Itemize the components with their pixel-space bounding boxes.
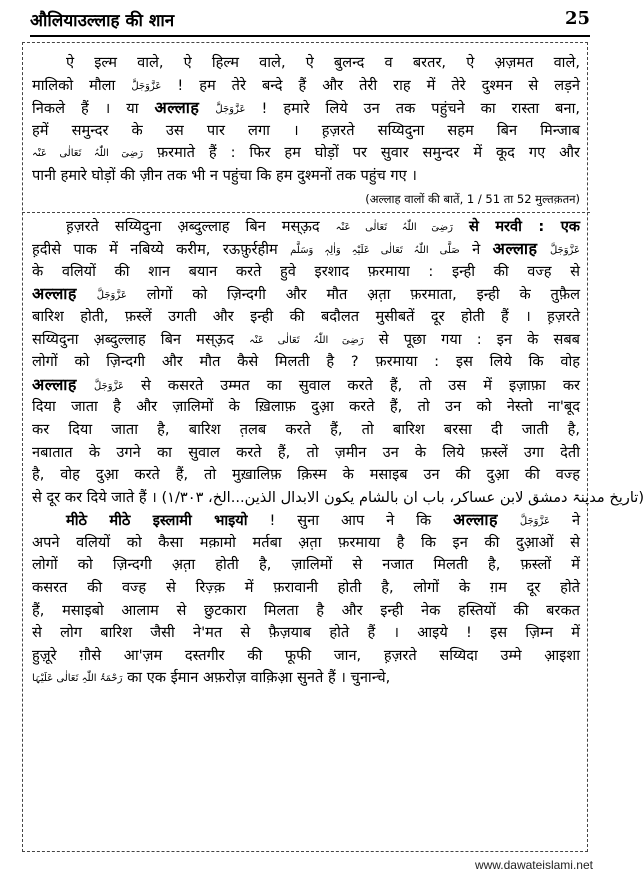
honorific: عَزَّوَجَلَّ [215,104,246,116]
text-line: अल्लाह عَزَّوَجَلَّ से कसरते उम्मत का सुवाल करते हैं, तो उस में इज़ाफ़ा कर [32,374,581,394]
honorific: عَزَّوَجَلَّ [549,245,581,257]
text-line: निकले हैं । या अल्लाह عَزَّوَجَلَّ ! हमारे लिये उन तक पहुंचने का रास्ता बना, [32,98,581,118]
text-line: से लोग बारिश जैसी ने'मत से फ़ैज़याब होते हैं । आइये ! इस ज़िम्न में [32,624,580,642]
page-number: 25 [564,8,590,29]
honorific: رَحْمَۃُ اللّٰہِ تَعَالٰی عَلَیْہَا [32,673,123,685]
text-line: नबातात के उगने का सुवाल करते हैं, तो ज़मीन उन के लिये फ़स्लें उगा देती [32,443,580,461]
citation: (अल्लाह वालों की बातें, 1 / 51 ता 52 मुल्तक़तन) [365,191,580,206]
text-line: बारिश होती, फ़स्लें उगती और इन्ही की बदौलत मुसीबतें दूर होती हैं । ह़ज़रते [32,307,580,325]
honorific: عَزَّوَجَلَّ [519,516,550,528]
text-line: है, वोह दुआ़ करते हैं, तो मुख़ालिफ़ क़िस्म के मसाइब उन की दुआ़ की वज्ह [32,466,580,484]
honorific: عَزَّوَجَلَّ [96,290,127,302]
honorific: عَزَّوَجَلَّ [131,80,162,92]
honorific: صَلَّی اللّٰہُ تَعَالٰی عَلَیْہِ وَاٰلِہٖ وَسَلَّم [290,245,460,257]
honorific: عَزَّوَجَلَّ [93,380,125,392]
running-title: औलियाउल्लाह की शान [30,11,175,31]
text-line: हुज़ूरे ग़ौसे आ'ज़म दस्तगीर की फूफी जान, ह़ज़रते सय्यिदा उम्मे आ़इशा [32,646,580,664]
text-line: कसरत की वज्ह से रिज़्क़ में फ़रावानी होती है, लोगों के ग़म दूर होते [32,579,580,597]
arabic-citation: (تاریخ مدینۃ دمشق لابن عساکر، باب ان بالشام یکون الابدال الذین...الخ، ۱/۳۰۳) [161,488,644,506]
text-line: رَحْمَۃُ اللّٰہِ تَعَالٰی عَلَیْہَا का एक ईमान अफ़रोज़ वाक़िआ़ सुनते हैं । चुनान्चे, [32,669,391,687]
text-line: के वलियों की शान बयान करते हुवे इरशाद फ़रमाया : इन्ही की वज्ह से [32,262,580,280]
text-line: ऐ इल्म वाले, ऐ हिल्म वाले, ऐ बुलन्द व बरतर, ऐ अ़ज़मत वाले, [66,54,580,71]
section-divider [22,212,590,213]
text-line: ह़दीसे पाक में नबिय्ये करीम, रऊफ़ुर्रहीम صَلَّی اللّٰہُ تَعَالٰی عَلَیْہِ وَاٰلِہٖ وَسَلَّم ने अल्लाह عَزَّوَجَلَّ [32,239,581,259]
allah-calligraphy: अल्लाह [32,284,77,304]
page-body [32,52,644,690]
text-line: मालिको मौला عَزَّوَجَلَّ ! हम तेरे बन्दे हैं और तेरी राह में तेरे दुश्मन से लड़ने [32,76,581,94]
text-line: लोगों को ज़िन्दगी और मौत कैसे मिलती है ? फ़रमाया : इस लिये कि वोह [32,353,580,371]
website-url: www.dawateislami.net [474,858,593,872]
allah-calligraphy: अल्लाह [453,510,498,530]
header-rule [30,35,590,37]
bold-address: मीठे मीठे इस्लामी भाइयो [66,512,248,530]
honorific: رَضِیَ اللّٰہُ تَعَالٰی عَنْہ [32,148,143,160]
text-line: ह़ज़रते सय्यिदुना अ़ब्दुल्लाह बिन मस्ऊ़द رَضِیَ اللّٰہُ تَعَالٰی عَنْہ से मरवी : एक [66,217,581,235]
text-line: मीठे मीठे इस्लामी भाइयो ! सुना आप ने कि अल्लाह عَزَّوَجَلَّ ने [66,510,581,530]
text-line: दिया जाता है और ज़ालिमों के ख़िलाफ़ दुआ़ करते हैं, तो उन को नेस्तो ना'बूद [32,398,580,416]
text-line: सय्यिदुना अ़ब्दुल्लाह बिन मस्ऊ़द رَضِیَ اللّٰہُ تَعَالٰی عَنْہ से पूछा गया : इन के सबब [32,330,580,348]
text-line: से दूर कर दिये जाते हैं । (تاریخ مدینۃ دمشق لابن عساکر، باب ان بالشام یکون الابدال الذین...الخ، ۱/۳۰۳) [32,488,644,506]
page-header [30,6,590,36]
honorific: رَضِیَ اللّٰہُ تَعَالٰی عَنْہ [249,334,364,346]
honorific: رَضِیَ اللّٰہُ تَعَالٰی عَنْہ [335,221,453,233]
text-line: رَضِیَ اللّٰہُ تَعَالٰی عَنْہ फ़रमाते हैं : फिर हम घोड़ों पर सुवार समुन्दर में कूद गए और [32,144,580,162]
text-line: कर दिया जाता है, बारिश त़लब करते हैं, तो बारिश बरसा दी जाती है, [32,420,580,438]
text-line: हैं, मसाइबो आलाम से छुटकारा मिलता है और इन्ही नेक हस्तियों की बरकत [32,601,580,619]
text-line: पानी हमारे घोड़ों की ज़ीन तक भी न पहुंचा कि हम दुश्मनों तक पहुंच गए । [32,166,417,184]
text-line: अल्लाह عَزَّوَجَلَّ लोगों को ज़िन्दगी और मौत अ़त़ा फ़रमाता, इन्ही के तुफ़ैल [32,284,580,304]
text-line: अपने वलियों को कैसा मक़ामो मर्तबा अ़त़ा फ़रमाया है कि इन की दुआ़ओं से [32,533,580,551]
allah-calligraphy: अल्लाह [154,98,200,118]
text-line: हमें समुन्दर के उस पार लगा । ह़ज़रते सय्यिदुना सहम बिन मिन्जाब [32,121,580,139]
allah-calligraphy: अल्लाह [32,374,77,394]
allah-calligraphy: अल्लाह [492,239,538,259]
text-line: लोगों को ज़िन्दगी अ़त़ा होती है, ज़ालिमों से नजात मिलती है, फ़स्लों में [32,556,580,574]
